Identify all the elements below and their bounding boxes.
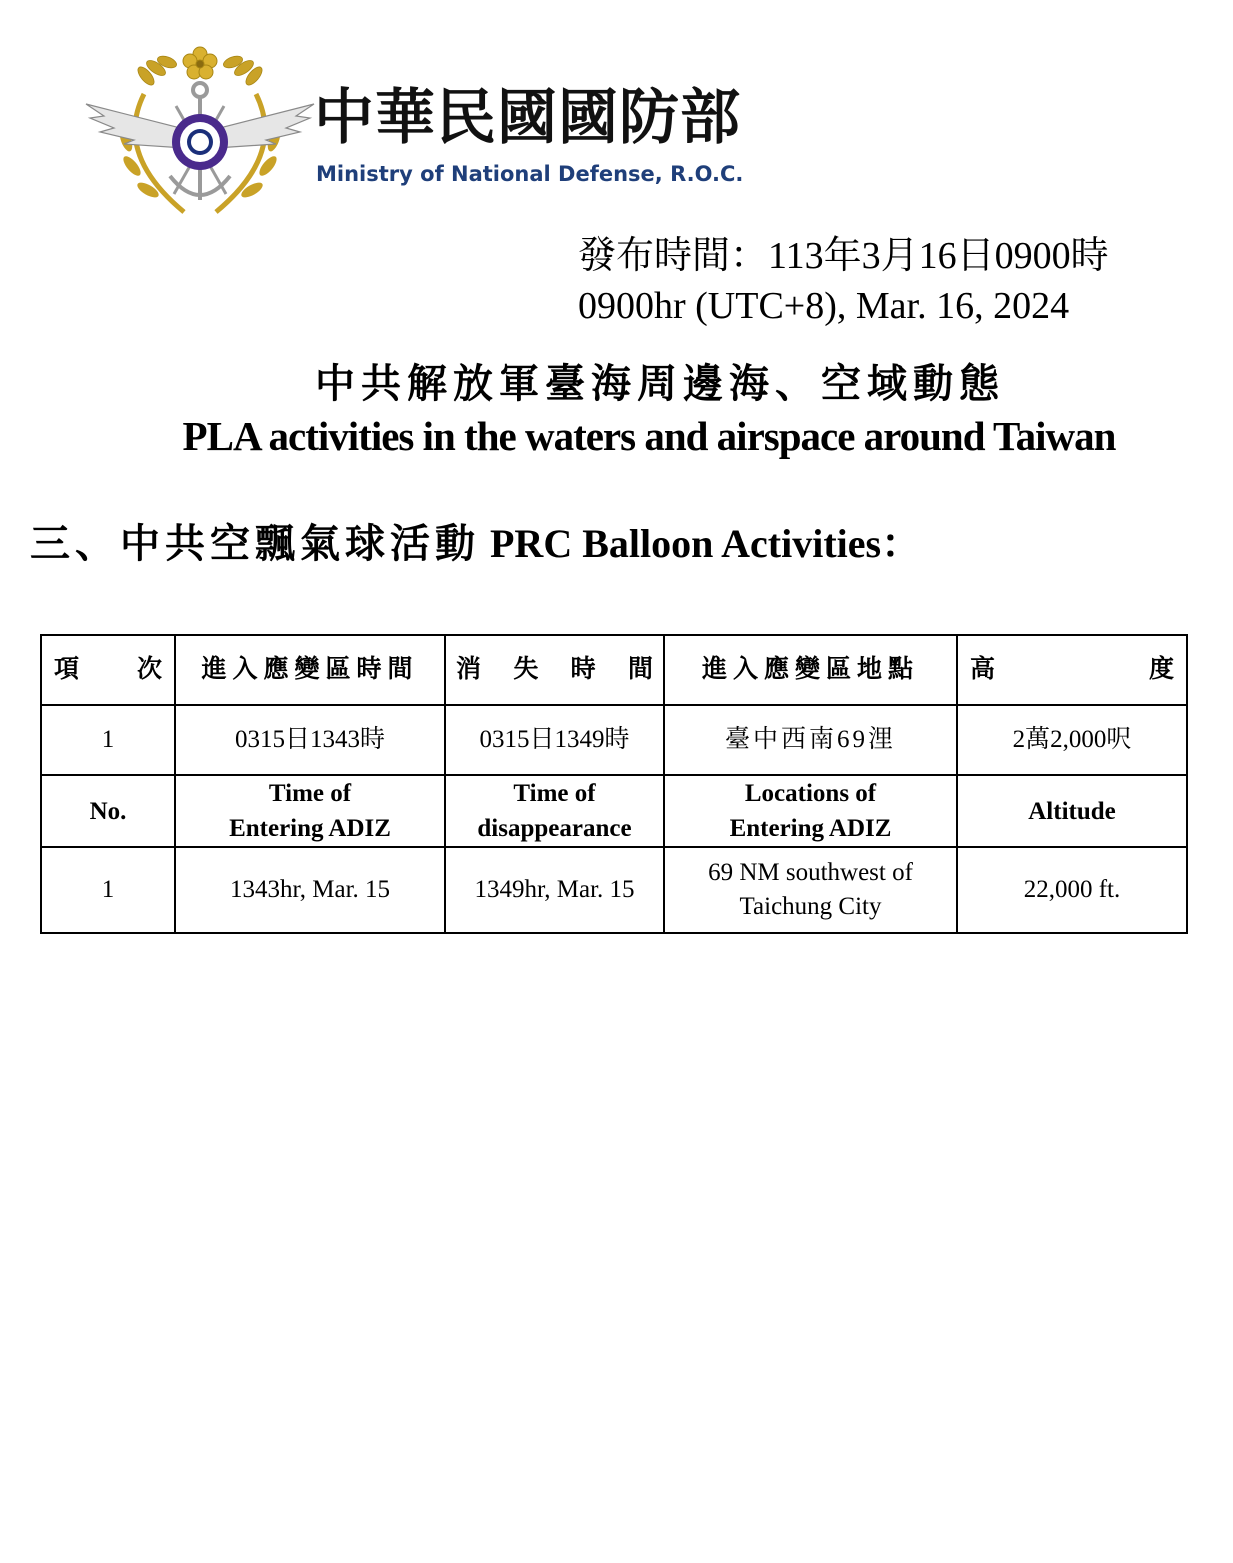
cell-location-en-line-1: 69 NM southwest of [708,859,913,887]
header-no-zh-char-1: 項 [54,656,80,684]
header-cell-disappear-time-en [445,775,664,847]
header-location-en-line-1: Locations of [744,780,877,807]
cell-no-zh: 1 [41,705,175,775]
section-heading-zh: 三、中共空飄氣球活動 [30,521,480,566]
header-cell-no-zh [41,635,175,705]
ministry-name-en: Ministry of National Defense, R.O.C. [316,162,744,186]
cell-disappear-time-zh: 0315日1349時 [445,705,664,775]
cell-location-zh: 臺中西南69浬 [664,705,957,775]
header-cell-location-en [664,775,957,847]
section-heading [30,522,921,566]
header-cell-entry-time-zh: 進入應變區時間 [175,635,445,705]
cell-disappear-time-en-line-1: 1349hr, Mar. 15 [474,876,635,904]
header-altitude-zh-char-1: 高 [970,656,996,684]
header-disappear-zh-char-4: 間 [627,656,653,684]
table-row-zh [41,705,1187,775]
cell-disappear-time-en [445,847,664,933]
cell-altitude-en-line-1: 22,000 ft. [1023,876,1121,904]
cell-altitude-en [957,847,1187,933]
section-heading-en: PRC Balloon Activities [490,521,882,566]
balloon-activity-table [40,634,1188,934]
cell-altitude-zh: 2萬2,000呎 [957,705,1187,775]
header-altitude-en-line-1: Altitude [1028,797,1116,825]
header-no-zh-char-2: 次 [136,656,162,684]
header-no-en-line-1: No. [89,797,127,825]
header-location-en-line-2: Entering ADIZ [729,815,892,842]
header-entry-time-en-line-2: Entering ADIZ [229,815,391,842]
header-cell-entry-time-en [175,775,445,847]
header-cell-altitude-en [957,775,1187,847]
table-header-row-en [41,775,1187,847]
header-altitude-zh-char-2: 度 [1148,656,1174,684]
table-row-en [41,847,1187,933]
header-entry-time-en-line-1: Time of [268,780,352,807]
header-cell-altitude-zh [957,635,1187,705]
cell-location-en-line-2: Taichung City [739,893,882,920]
header-cell-no-en [41,775,175,847]
header-disappear-zh-char-2: 失 [513,656,539,684]
header-cell-location-zh: 進入應變區地點 [664,635,957,705]
table-header-row-zh [41,635,1187,705]
header-disappear-zh-char-1: 消 [456,656,482,684]
ministry-name-zh: 中華民國國防部 [314,83,741,153]
header-disappear-time-en-line-2: disappearance [477,815,632,842]
cell-entry-time-en-line-1: 1343hr, Mar. 15 [229,876,391,904]
cell-entry-time-en [175,847,445,933]
cell-entry-time-zh: 0315日1343時 [175,705,445,775]
section-heading-colon: ： [881,521,922,566]
release-time-en: 0900hr (UTC+8), Mar. 16, 2024 [578,285,1070,327]
header-disappear-time-en-line-1: Time of [513,780,596,807]
mnd-emblem-icon [84,44,316,220]
cell-location-en [664,847,957,933]
header-disappear-zh-char-3: 時 [570,656,596,684]
cell-no-en [41,847,175,933]
release-time-zh: 發布時間：113年3月16日0900時 [578,235,1109,277]
document-title-en: PLA activities in the waters and airspace around Taiwan [182,413,1116,459]
cell-no-en-line-1: 1 [101,876,115,904]
document-title-zh: 中共解放軍臺海周邊海、空域動態 [315,361,1005,406]
header-cell-disappear-time-zh [445,635,664,705]
